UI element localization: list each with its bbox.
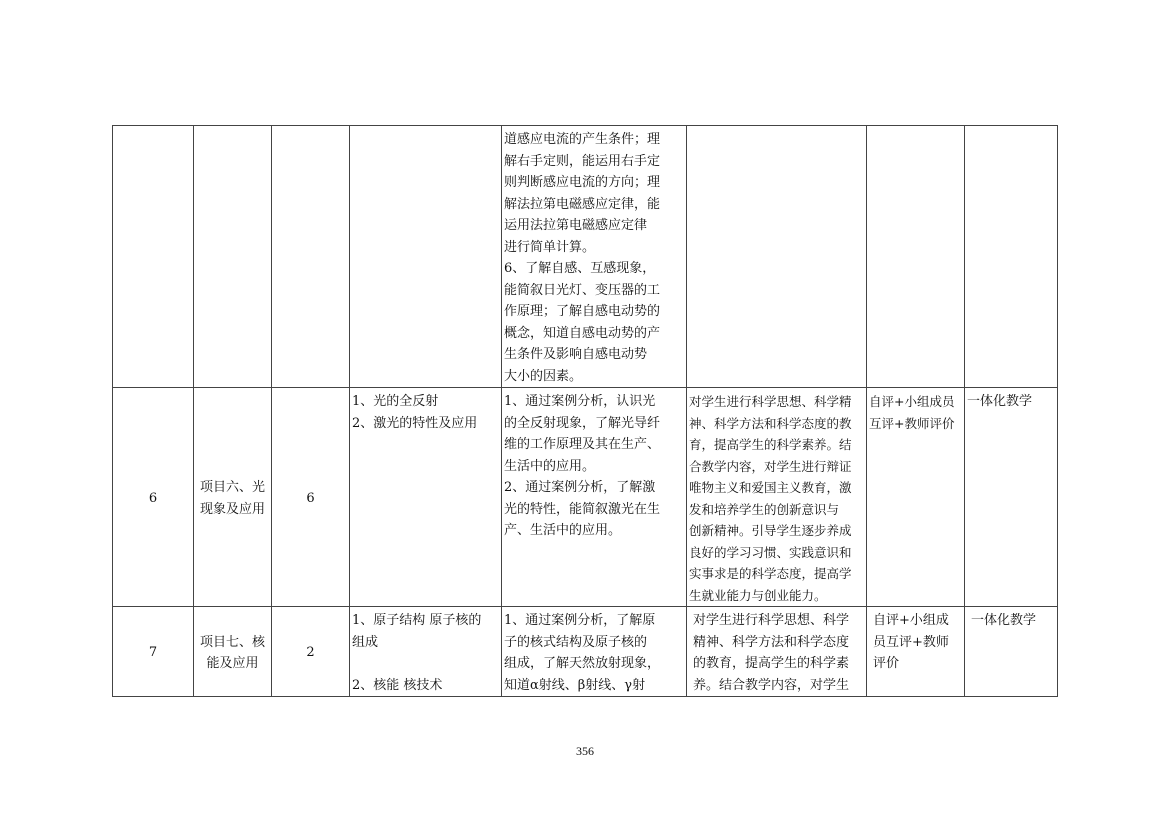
cell-evaluation bbox=[867, 388, 965, 607]
cell-method bbox=[965, 126, 1058, 388]
cell-project bbox=[194, 607, 272, 697]
table-row-7 bbox=[113, 607, 1058, 697]
text-line: 1、通过案例分析，认识光 bbox=[504, 394, 656, 409]
cell-content bbox=[350, 388, 502, 607]
cell-content bbox=[350, 126, 502, 388]
text-line: 进行简单计算。 bbox=[504, 239, 596, 255]
text-line: 精神、科学方法和科学态度 bbox=[693, 634, 850, 650]
text-line: 实事求是的科学态度，提高学 bbox=[689, 566, 852, 581]
text-line: 产、生活中的应用。 bbox=[504, 523, 622, 538]
cell-number: 6 bbox=[113, 388, 194, 607]
text-line: 能及应用 bbox=[206, 656, 259, 671]
cell-objectives bbox=[502, 607, 687, 697]
text-line: 项目六、光 bbox=[199, 480, 265, 495]
cell-number bbox=[113, 126, 194, 388]
text-line: 解右手定则，能运用右手定 bbox=[504, 153, 661, 169]
text-line: 合教学内容，对学生进行辩证 bbox=[689, 458, 852, 474]
text-line: 神、科学方法和科学态度的教 bbox=[689, 415, 852, 431]
text-line: 良好的学习习惯、实践意识和 bbox=[689, 544, 852, 560]
text-line: 组成，了解天然放射现象， bbox=[504, 656, 661, 671]
text-line: 创新精神。引导学生逐步养成 bbox=[689, 523, 852, 538]
text-line: 生条件及影响自感电动势 bbox=[504, 347, 648, 362]
cell-hours: 6 bbox=[272, 388, 350, 607]
cell-content bbox=[350, 607, 502, 697]
text-line: 光的特性，能简叙激光在生 bbox=[504, 501, 661, 517]
text-line: 能简叙日光灯、变压器的工 bbox=[504, 282, 661, 298]
curriculum-table bbox=[112, 125, 1058, 697]
table-row-6 bbox=[113, 388, 1058, 607]
cell-objectives bbox=[502, 388, 687, 607]
text-line: 项目七、核 bbox=[199, 634, 265, 650]
text-line: 概念，知道自感电动势的产 bbox=[504, 325, 661, 341]
text-line: 2、通过案例分析，了解激 bbox=[504, 480, 656, 495]
text-line: 自评+小组成员 bbox=[869, 394, 955, 409]
text-line: 运用法拉第电磁感应定律 bbox=[504, 218, 648, 233]
text-line: 员互评+教师 bbox=[873, 634, 949, 650]
cell-number: 7 bbox=[113, 607, 194, 697]
text-line: 唯物主义和爱国主义教育，激 bbox=[689, 480, 852, 495]
text-line: 知道α射线、β射线、γ射 bbox=[504, 677, 646, 693]
text-line: 对学生进行科学思想、科学 bbox=[693, 613, 850, 628]
text-line: 养。结合教学内容，对学生 bbox=[693, 677, 850, 693]
text-line: 的教育，提高学生的科学素 bbox=[693, 656, 850, 671]
cell-project bbox=[194, 388, 272, 607]
blank-line bbox=[352, 653, 499, 675]
text-line: 组成 bbox=[352, 634, 379, 650]
text-line: 子的核式结构及原子核的 bbox=[504, 634, 648, 650]
cell-evaluation bbox=[867, 126, 965, 388]
cell-project bbox=[194, 126, 272, 388]
cell-method: 一体化教学 bbox=[965, 388, 1058, 607]
text-line: 作原理；了解自感电动势的 bbox=[504, 304, 661, 319]
cell-ideology bbox=[687, 388, 867, 607]
text-line: 评价 bbox=[873, 656, 900, 671]
cell-method: 一体化教学 bbox=[965, 607, 1058, 697]
text-line: 1、通过案例分析，了解原 bbox=[504, 613, 656, 628]
text-line: 则判断感应电流的方向；理 bbox=[504, 175, 661, 190]
page-number: 356 bbox=[576, 744, 594, 758]
cell-ideology bbox=[687, 126, 867, 388]
text-line: 1、原子结构 原子核的 bbox=[352, 613, 482, 628]
text-line: 2、激光的特性及应用 bbox=[352, 415, 478, 431]
cell-hours: 2 bbox=[272, 607, 350, 697]
text-line: 自评+小组成 bbox=[873, 613, 949, 628]
cell-hours bbox=[272, 126, 350, 388]
text-line: 发和培养学生的创新意识与 bbox=[689, 501, 840, 517]
text-line: 6、了解自感、互感现象， bbox=[504, 261, 656, 276]
text-line: 维的工作原理及其在生产、 bbox=[504, 437, 661, 452]
text-line: 生就业能力与创业能力。 bbox=[689, 587, 827, 603]
text-line: 互评+教师评价 bbox=[869, 415, 955, 431]
cell-objectives bbox=[502, 126, 687, 388]
text-line: 育，提高学生的科学素养。结 bbox=[689, 437, 852, 452]
text-line: 2、核能 核技术 bbox=[352, 677, 443, 693]
text-line: 大小的因素。 bbox=[504, 368, 583, 384]
text-line: 的全反射现象，了解光导纤 bbox=[504, 415, 661, 431]
text-line: 对学生进行科学思想、科学精 bbox=[689, 394, 852, 409]
text-line: 解法拉第电磁感应定律，能 bbox=[504, 196, 661, 212]
cell-evaluation bbox=[867, 607, 965, 697]
cell-ideology bbox=[687, 607, 867, 697]
table-row-continued bbox=[113, 126, 1058, 388]
text-line: 1、光的全反射 bbox=[352, 394, 439, 409]
text-line: 生活中的应用。 bbox=[504, 458, 596, 474]
text-line: 现象及应用 bbox=[199, 501, 265, 517]
text-line: 道感应电流的产生条件；理 bbox=[504, 132, 661, 147]
